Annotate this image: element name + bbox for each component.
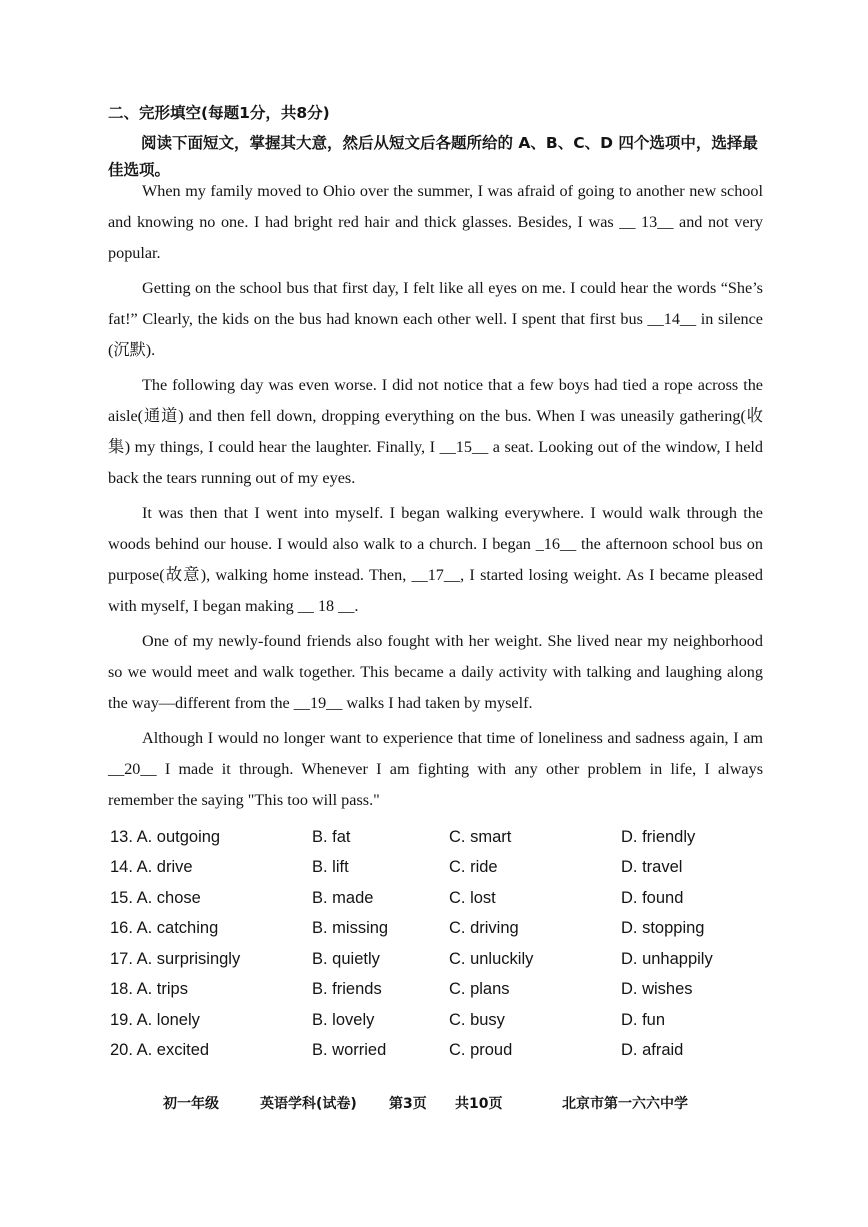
passage-paragraph-1: When my family moved to Ohio over the summer, I was afraid of going to another new school and knowing no one. I had bright red hair and thick glasses. Besides, I was __ 13__ and not very popular.: [108, 182, 763, 262]
option-d: D. stopping: [621, 919, 705, 938]
option-c: C. ride: [449, 858, 498, 877]
option-d: D. found: [621, 888, 684, 907]
option-a: 15. A. chose: [110, 888, 201, 907]
passage-paragraph-5: One of my newly-found friends also fought with her weight. She lived near my neighborhood so we would meet and walk together. This became a daily activity with talking and laughing along the way—different from the __19__ walks I had taken by myself.: [108, 632, 763, 712]
page-footer: [0, 1093, 868, 1117]
option-d: D. wishes: [621, 980, 693, 999]
option-a: 20. A. excited: [110, 1041, 210, 1060]
option-c: C. smart: [449, 827, 512, 846]
options-table: [110, 822, 770, 1066]
option-b: B. missing: [312, 919, 389, 938]
section-title: 二、完形填空(每题1分，共8分): [108, 104, 330, 122]
option-b: B. quietly: [312, 949, 380, 968]
option-b: B. friends: [312, 980, 382, 999]
option-a: 18. A. trips: [110, 980, 188, 999]
footer-subject: 英语学科(试卷): [260, 1096, 357, 1112]
options-row-20: [110, 1036, 770, 1067]
options-row-13: [110, 822, 770, 853]
option-b: B. lift: [312, 858, 349, 877]
options-row-14: [110, 853, 770, 884]
option-b: B. fat: [312, 827, 351, 846]
options-row-19: [110, 1005, 770, 1036]
footer-grade: 初一年级: [163, 1096, 219, 1112]
option-c: C. lost: [449, 888, 496, 907]
passage-paragraph-4: It was then that I went into myself. I began walking everywhere. I would walk through the woods behind our house. I would also walk to a church. I began _16__ the afternoon school bus on purpose(故意), walking home instead. Then, __17__, I started losing weight. As I became pleased with myself, I began making __ 18 __.: [108, 504, 763, 615]
footer-page-number: 第3页: [389, 1096, 427, 1112]
footer-school: 北京市第一六六中学: [562, 1096, 688, 1112]
option-a: 13. A. outgoing: [110, 827, 221, 846]
option-a: 17. A. surprisingly: [110, 949, 241, 968]
option-c: C. busy: [449, 1010, 505, 1029]
option-a: 16. A. catching: [110, 919, 219, 938]
option-d: D. travel: [621, 858, 683, 877]
option-d: D. friendly: [621, 827, 696, 846]
option-d: D. unhappily: [621, 949, 713, 968]
passage-paragraph-3: The following day was even worse. I did not notice that a few boys had tied a rope across the aisle(通道) and then fell down, dropping everything on the bus. When I was uneasily gathering(收集) my things, I could hear the laughter. Finally, I __15__ a seat. Looking out of the window, I held back the tears running out of my eyes.: [108, 376, 763, 487]
option-d: D. afraid: [621, 1041, 684, 1060]
option-a: 14. A. drive: [110, 858, 193, 877]
passage-paragraph-2: Getting on the school bus that first day, I felt like all eyes on me. I could hear the words “She’s fat!” Clearly, the kids on the bus had known each other well. I spent that first bus __14__ in silence (沉默).: [108, 279, 763, 359]
option-c: C. unluckily: [449, 949, 534, 968]
passage: [108, 176, 763, 820]
option-d: D. fun: [621, 1010, 666, 1029]
options-row-16: [110, 914, 770, 945]
option-b: B. made: [312, 888, 374, 907]
options-row-17: [110, 944, 770, 975]
options-row-18: [110, 975, 770, 1006]
option-a: 19. A. lonely: [110, 1010, 200, 1029]
option-b: B. worried: [312, 1041, 387, 1060]
passage-paragraph-6: Although I would no longer want to experience that time of loneliness and sadness again, I am __20__ I made it through. Whenever I am fighting with any other problem in life, I always remember the saying "This too will pass.": [108, 729, 763, 809]
instructions: 阅读下面短文，掌握其大意，然后从短文后各题所给的 A、B、C、D 四个选项中，选择最佳选项。: [108, 134, 758, 179]
option-c: C. proud: [449, 1041, 513, 1060]
options-row-15: [110, 883, 770, 914]
option-c: C. plans: [449, 980, 510, 999]
option-c: C. driving: [449, 919, 519, 938]
option-b: B. lovely: [312, 1010, 375, 1029]
footer-total-pages: 共10页: [455, 1096, 503, 1112]
